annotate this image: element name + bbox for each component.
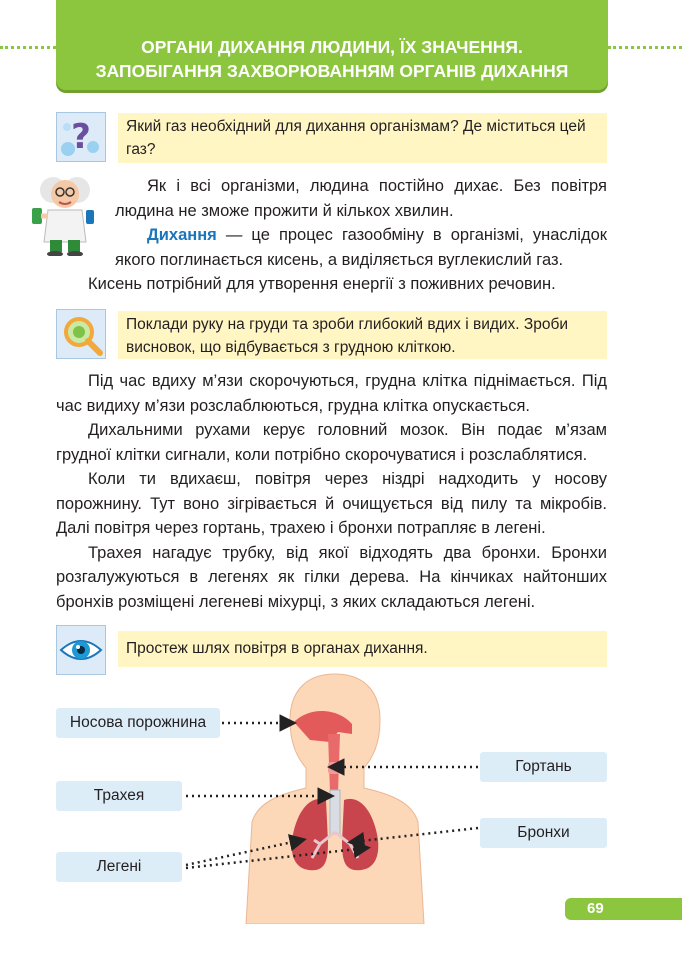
intro-paragraph-1 <box>115 174 607 223</box>
label-larynx: Гортань <box>480 752 607 782</box>
task-question <box>118 113 607 163</box>
body-paragraph: Трахея нагадує трубку, від якої відходять два бронхи. Бронхи розгалужуються в легенях як гілки дерева. На кінчиках найтонших бронхів розміщені легеневі міхурці, з яких складаються легені. <box>56 543 607 611</box>
page-title <box>56 0 608 90</box>
page-number: 69 <box>565 898 682 920</box>
body-paragraph: Дихальними рухами керує головний мозок. Він подає м’язам грудної клітки сигнали, коли потрібно скорочуватися і розслаблятися. <box>56 421 607 464</box>
task-trace <box>118 631 607 667</box>
intro-text-1: Як і всі організми, людина постійно дихає. Без повітря людина не зможе прожити й кількох хвилин. <box>115 177 607 220</box>
intro-paragraph-2 <box>115 223 607 272</box>
term-breathing: Дихання <box>147 226 217 244</box>
eye-icon <box>56 625 106 675</box>
task-observation <box>118 311 607 359</box>
intro-text-2: — це процес газообміну в організмі, унаслідок якого поглинається кисень, а виділяється вуглекислий газ. <box>115 226 607 269</box>
task-trace-text: Простеж шлях повітря в органах дихання. <box>126 640 428 657</box>
professor-icon <box>26 170 104 256</box>
title-line-2: ЗАПОБІГАННЯ ЗАХВОРЮВАННЯМ ОРГАНІВ ДИХАННЯ <box>95 61 569 81</box>
arrow-bronchi <box>352 828 478 842</box>
body-text <box>56 369 607 614</box>
body-paragraph: Коли ти вдихаєш, повітря через ніздрі надходить у носову порожнину. Тут воно зігрівається й очищується від пилу та мікробів. Далі повітря через гортань, трахею і бронхи потрапляє в легені. <box>56 470 607 537</box>
svg-text:?: ? <box>71 117 91 157</box>
intro-text-3: Кисень потрібний для утворення енергії з поживних речовин. <box>88 275 556 293</box>
decor-dots-left <box>0 46 56 49</box>
label-lungs: Легені <box>56 852 182 882</box>
task-observation-text: Поклади руку на груди та зроби глибокий вдих і видих. Зроби висновок, що відбувається з грудною кліткою. <box>126 316 569 356</box>
arrow-lungs-2 <box>186 848 366 868</box>
label-trachea: Трахея <box>56 781 182 811</box>
arrow-lungs-1 <box>186 840 302 865</box>
question-icon <box>56 112 106 162</box>
decor-dots-right <box>608 46 682 49</box>
intro-paragraph-3 <box>56 272 607 297</box>
task-question-text: Який газ необхідний для дихання організмам? Де міститься цей газ? <box>126 118 586 158</box>
title-line-1: ОРГАНИ ДИХАННЯ ЛЮДИНИ, ЇХ ЗНАЧЕННЯ. <box>141 37 523 57</box>
magnifier-icon <box>56 309 106 359</box>
body-paragraph: Під час вдиху м’язи скорочуються, грудна клітка піднімається. Під час видиху м’язи розслаблюються, грудна клітка опускається. <box>56 372 607 415</box>
label-nasal-cavity: Носова порожнина <box>56 708 220 738</box>
label-bronchi: Бронхи <box>480 818 607 848</box>
